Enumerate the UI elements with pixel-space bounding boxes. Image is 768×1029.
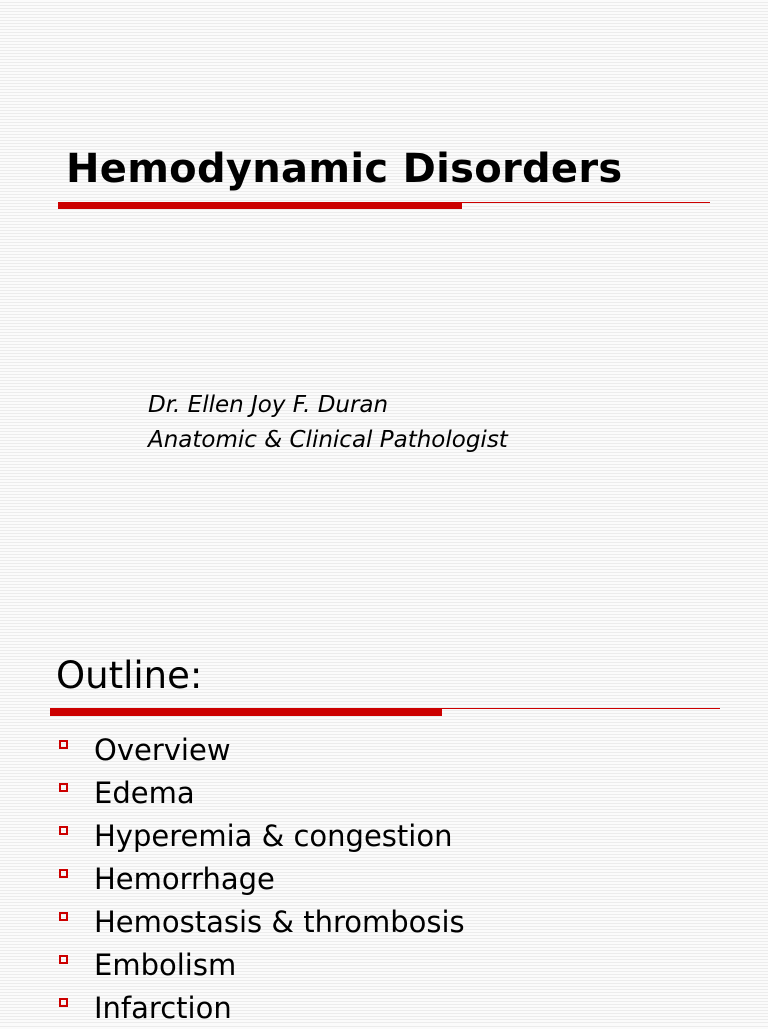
list-item-label: Embolism <box>94 947 237 982</box>
title-underline-thick <box>58 202 462 209</box>
slide-title: Hemodynamic Disorders <box>66 146 623 192</box>
hollow-square-bullet-icon <box>59 998 68 1007</box>
hollow-square-bullet-icon <box>59 740 68 749</box>
list-item <box>56 857 465 900</box>
list-item-label: Hemorrhage <box>94 861 275 896</box>
hollow-square-bullet-icon <box>59 869 68 878</box>
outline-underline-thick <box>50 708 442 716</box>
list-item <box>56 943 465 986</box>
hollow-square-bullet-icon <box>59 783 68 792</box>
list-item-label: Hemostasis & thrombosis <box>94 904 465 939</box>
list-item <box>56 814 465 857</box>
list-item-label: Edema <box>94 775 195 810</box>
list-item-label: Infarction <box>94 990 232 1025</box>
list-item <box>56 900 465 943</box>
outline-list <box>56 728 465 1029</box>
author-block <box>148 388 508 458</box>
hollow-square-bullet-icon <box>59 912 68 921</box>
list-item-label: Hyperemia & congestion <box>94 818 453 853</box>
outline-slide <box>0 512 768 1024</box>
outline-title: Outline: <box>56 654 203 697</box>
hollow-square-bullet-icon <box>59 955 68 964</box>
list-item <box>56 986 465 1029</box>
title-underline-thin <box>462 202 710 203</box>
list-item <box>56 728 465 771</box>
title-slide <box>0 0 768 512</box>
author-role: Anatomic & Clinical Pathologist <box>148 427 508 453</box>
list-item-label: Overview <box>94 732 231 767</box>
list-item <box>56 771 465 814</box>
outline-underline-thin <box>442 708 720 709</box>
hollow-square-bullet-icon <box>59 826 68 835</box>
author-name: Dr. Ellen Joy F. Duran <box>148 392 389 418</box>
